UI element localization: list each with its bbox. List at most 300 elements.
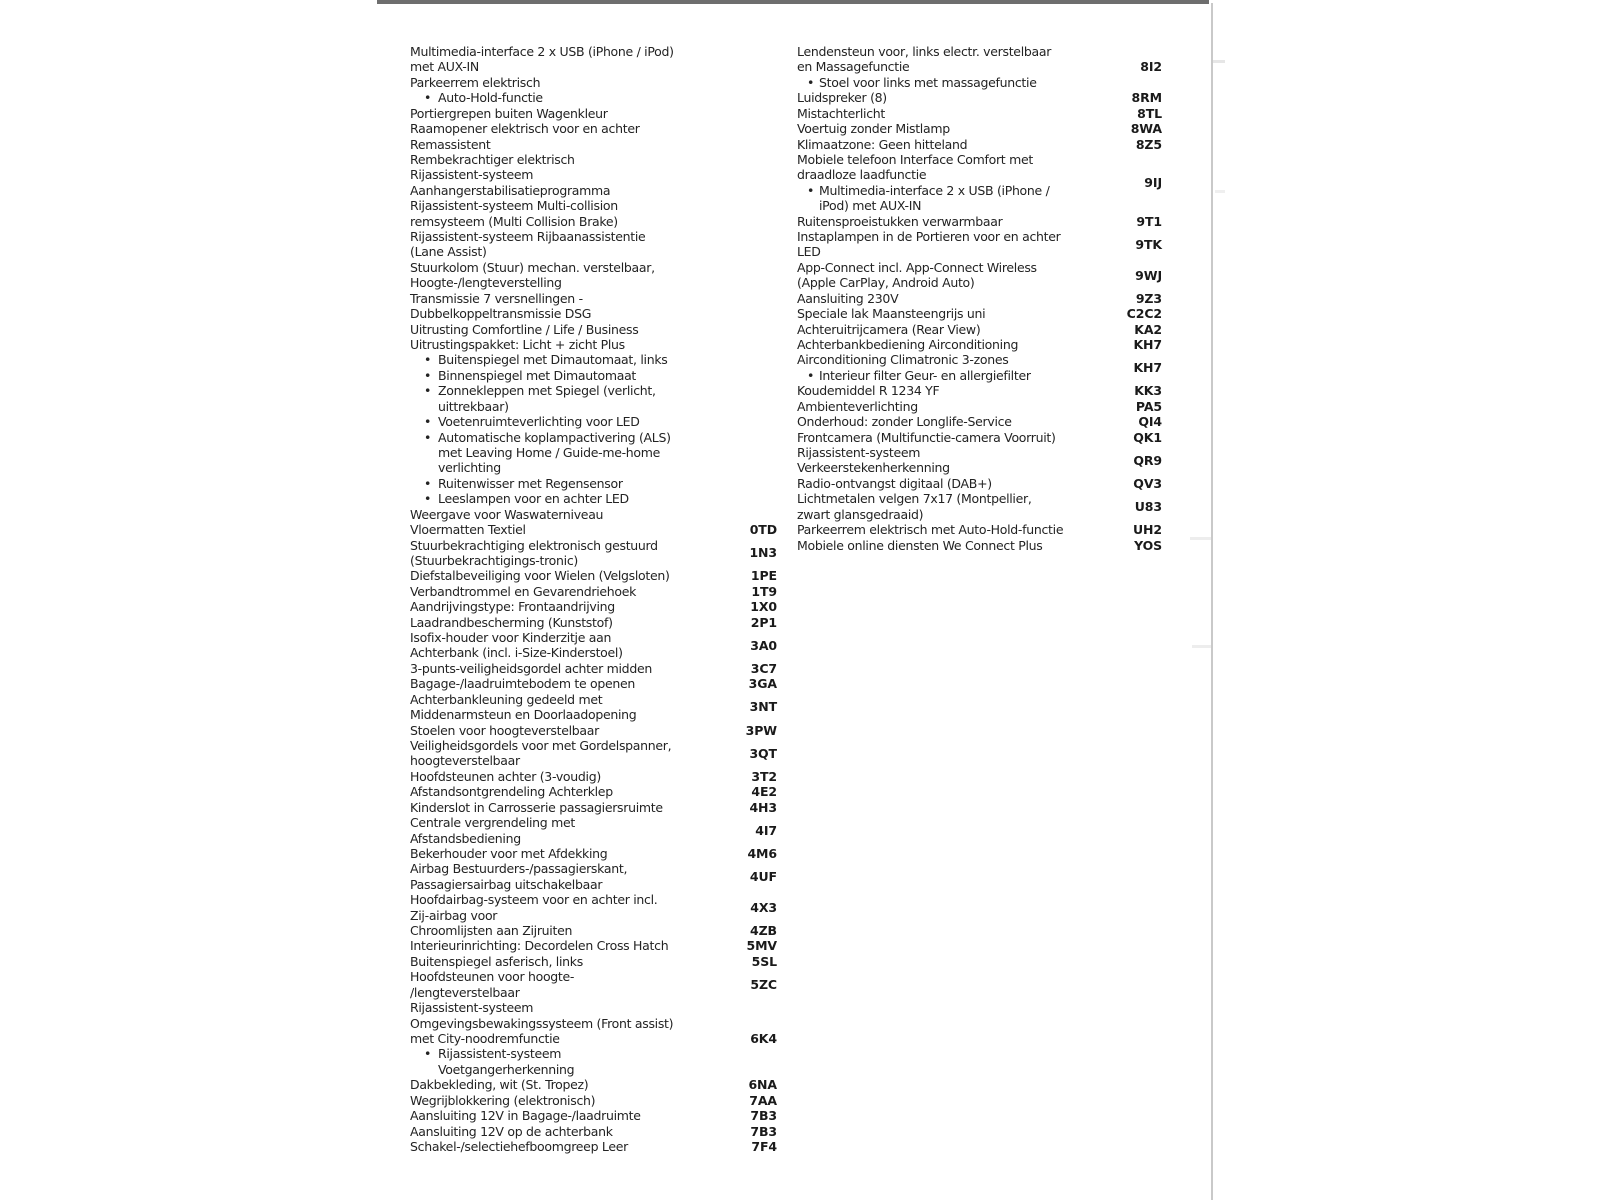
option-text-line bbox=[797, 337, 1067, 352]
option-code: 3A0 bbox=[750, 637, 777, 653]
option-code: 4E2 bbox=[751, 784, 777, 800]
option-code: 9Z3 bbox=[1135, 290, 1162, 306]
option-text-line bbox=[410, 676, 682, 691]
option-line-text: Buitenspiegel met Dimautomaat, links bbox=[438, 352, 668, 368]
option-code: 3NT bbox=[749, 699, 777, 715]
option-description bbox=[410, 892, 682, 923]
option-text-line bbox=[410, 137, 682, 152]
option-text-line bbox=[410, 923, 682, 938]
option-line-text: Diefstalbeveiliging voor Wielen (Velgsloten) bbox=[410, 568, 670, 584]
option-code: 1N3 bbox=[749, 545, 777, 561]
option-line-text: Achteruitrijcamera (Rear View) bbox=[797, 321, 981, 337]
option-bullet-line bbox=[410, 352, 682, 367]
option-text-line bbox=[410, 1031, 682, 1046]
option-code: 7B3 bbox=[750, 1123, 777, 1139]
option-code: 4H3 bbox=[749, 799, 777, 815]
option-text-line bbox=[410, 877, 682, 892]
option-line-text: Veiligheidsgordels voor met Gordelspanner, bbox=[410, 737, 672, 753]
option-text-line bbox=[797, 214, 1067, 229]
option-line-text: Achterbank (incl. i-Size-Kinderstoel) bbox=[410, 645, 623, 661]
option-description bbox=[797, 121, 1067, 136]
option-description bbox=[410, 322, 682, 337]
option-line-text: Rijassistent-systeem Multi-collision bbox=[410, 198, 618, 214]
option-description bbox=[797, 90, 1067, 105]
option-text-line bbox=[410, 44, 682, 59]
option-code: 9TK bbox=[1135, 236, 1162, 252]
option-text-line bbox=[797, 445, 1067, 460]
option-item bbox=[410, 522, 777, 537]
option-code: 2P1 bbox=[750, 614, 777, 630]
option-line-text: Bekerhouder voor met Afdekking bbox=[410, 845, 608, 861]
option-line-text: zwart glansgedraaid) bbox=[797, 506, 924, 522]
option-text-line bbox=[410, 59, 682, 74]
option-text-line bbox=[410, 769, 682, 784]
option-code: 4UF bbox=[749, 869, 777, 885]
option-text-line bbox=[410, 244, 682, 259]
scan-noise-artifact bbox=[1215, 190, 1225, 193]
option-line-text: (Stuurbekrachtigings-tronic) bbox=[410, 552, 578, 568]
option-item bbox=[797, 383, 1162, 398]
option-text-line bbox=[410, 661, 682, 676]
option-item bbox=[410, 784, 777, 799]
option-item bbox=[410, 800, 777, 815]
option-description bbox=[410, 106, 682, 121]
option-text-line bbox=[410, 322, 682, 337]
option-text-line bbox=[410, 1093, 682, 1108]
option-line-text: Frontcamera (Multifunctie-camera Voorruit) bbox=[797, 429, 1056, 445]
bullet-icon: • bbox=[807, 182, 815, 198]
option-item bbox=[410, 337, 777, 507]
option-code: KA2 bbox=[1134, 321, 1162, 337]
option-line-text: Zonnekleppen met Spiegel (verlicht, bbox=[438, 383, 656, 399]
option-line-text: Radio-ontvangst digitaal (DAB+) bbox=[797, 475, 992, 491]
option-text-line bbox=[410, 815, 682, 830]
option-line-text: Rijassistent-systeem bbox=[410, 1000, 534, 1016]
option-code: 6NA bbox=[748, 1077, 777, 1093]
option-line-text: App-Connect incl. App-Connect Wireless bbox=[797, 259, 1037, 275]
option-description bbox=[410, 923, 682, 938]
option-bullet-line bbox=[797, 183, 1067, 198]
scan-top-edge-artifact bbox=[377, 0, 1209, 4]
option-text-line bbox=[797, 260, 1067, 275]
option-line-text: uittrekbaar) bbox=[438, 398, 509, 414]
option-line-text: Instaplampen in de Portieren voor en achter bbox=[797, 229, 1061, 245]
option-item bbox=[410, 291, 777, 322]
option-line-text: Passagiersairbag uitschakelbaar bbox=[410, 876, 603, 892]
option-line-text: Dubbelkoppeltransmissie DSG bbox=[410, 306, 592, 322]
option-item bbox=[410, 167, 777, 198]
option-line-text: Verbandtrommel en Gevarendriehoek bbox=[410, 583, 637, 599]
option-description bbox=[410, 784, 682, 799]
option-text-line bbox=[410, 938, 682, 953]
option-line-text: 3-punts-veiligheidsgordel achter midden bbox=[410, 660, 652, 676]
option-text-line bbox=[410, 214, 682, 229]
option-line-text: Weergave voor Waswaterniveau bbox=[410, 506, 604, 522]
options-column-right bbox=[797, 44, 1162, 553]
option-text-line bbox=[797, 44, 1067, 59]
option-item bbox=[797, 414, 1162, 429]
option-line-text: hoogteverstelbaar bbox=[410, 753, 520, 769]
option-line-text: Interieur filter Geur- en allergiefilter bbox=[819, 367, 1031, 383]
option-line-text: Dakbekleding, wit (St. Tropez) bbox=[410, 1077, 589, 1093]
option-description bbox=[410, 676, 682, 691]
option-line-text: Zij-airbag voor bbox=[410, 907, 498, 923]
option-line-text: /lengteverstelbaar bbox=[410, 984, 520, 1000]
option-text-line bbox=[797, 322, 1067, 337]
options-column-left bbox=[410, 44, 777, 1154]
option-text-line bbox=[410, 599, 682, 614]
option-description bbox=[797, 352, 1067, 383]
option-line-text: Rijassistent-systeem bbox=[410, 167, 534, 183]
option-code: U83 bbox=[1134, 498, 1162, 514]
option-description bbox=[410, 969, 682, 1000]
option-line-text: Uitrusting Comfortline / Life / Business bbox=[410, 321, 639, 337]
option-line-text: remsysteem (Multi Collision Brake) bbox=[410, 213, 618, 229]
option-code: 6K4 bbox=[750, 1031, 777, 1046]
option-item bbox=[410, 846, 777, 861]
option-description bbox=[410, 522, 682, 537]
option-item bbox=[410, 229, 777, 260]
option-item bbox=[410, 1093, 777, 1108]
option-description bbox=[410, 954, 682, 969]
option-line-text: Mobiele online diensten We Connect Plus bbox=[797, 537, 1043, 553]
option-code: 1T9 bbox=[751, 583, 777, 599]
option-text-line bbox=[410, 954, 682, 969]
option-item bbox=[410, 954, 777, 969]
option-description bbox=[410, 584, 682, 599]
option-description bbox=[797, 106, 1067, 121]
option-item bbox=[410, 322, 777, 337]
option-item bbox=[410, 969, 777, 1000]
option-description bbox=[797, 137, 1067, 152]
option-description bbox=[410, 507, 682, 522]
option-item bbox=[410, 106, 777, 121]
option-line-text: Vloermatten Textiel bbox=[410, 522, 526, 538]
option-description bbox=[410, 938, 682, 953]
option-line-text: met AUX-IN bbox=[410, 59, 479, 75]
option-description bbox=[410, 291, 682, 322]
option-item bbox=[410, 769, 777, 784]
option-item bbox=[410, 121, 777, 136]
option-item bbox=[797, 152, 1162, 214]
option-text-line bbox=[410, 75, 682, 90]
option-text-line bbox=[410, 568, 682, 583]
option-text-line bbox=[797, 306, 1067, 321]
option-text-line bbox=[410, 167, 682, 182]
option-text-line bbox=[797, 522, 1067, 537]
option-description bbox=[797, 522, 1067, 537]
option-description bbox=[410, 337, 682, 507]
option-description bbox=[410, 846, 682, 861]
option-description bbox=[410, 260, 682, 291]
option-text-line bbox=[797, 507, 1067, 522]
option-line-text: Aandrijvingstype: Frontaandrijving bbox=[410, 599, 615, 615]
option-description bbox=[797, 383, 1067, 398]
option-text-line bbox=[410, 198, 682, 213]
option-bullet-continuation-line bbox=[410, 460, 682, 475]
option-line-text: Stoel voor links met massagefunctie bbox=[819, 74, 1037, 90]
option-line-text: met City-noodremfunctie bbox=[410, 1031, 560, 1046]
option-code: YOS bbox=[1134, 537, 1162, 553]
option-description bbox=[410, 137, 682, 152]
option-bullet-continuation-line bbox=[797, 198, 1067, 213]
option-text-line bbox=[410, 584, 682, 599]
option-line-text: Schakel-/selectiehefboomgreep Leer bbox=[410, 1138, 628, 1154]
option-text-line bbox=[410, 969, 682, 984]
option-description bbox=[797, 414, 1067, 429]
option-description bbox=[410, 1139, 682, 1154]
option-text-line bbox=[410, 553, 682, 568]
option-item bbox=[797, 491, 1162, 522]
option-description bbox=[410, 1093, 682, 1108]
option-line-text: Buitenspiegel asferisch, links bbox=[410, 953, 583, 969]
option-text-line bbox=[797, 167, 1067, 182]
bullet-icon: • bbox=[424, 491, 432, 507]
option-text-line bbox=[410, 507, 682, 522]
option-code: 4I7 bbox=[755, 822, 777, 838]
option-line-text: Hoofdairbag-systeem voor en achter incl. bbox=[410, 892, 658, 908]
option-item bbox=[797, 214, 1162, 229]
option-description bbox=[797, 322, 1067, 337]
option-code: QR9 bbox=[1133, 452, 1162, 468]
option-line-text: Hoofdsteunen voor hoogte- bbox=[410, 969, 575, 985]
option-description bbox=[797, 306, 1067, 321]
option-item bbox=[410, 1124, 777, 1139]
option-text-line bbox=[410, 615, 682, 630]
option-line-text: Lichtmetalen velgen 7x17 (Montpellier, bbox=[797, 491, 1032, 507]
option-item bbox=[410, 892, 777, 923]
option-bullet-continuation-line bbox=[410, 1062, 682, 1077]
option-item bbox=[410, 723, 777, 738]
option-description bbox=[410, 568, 682, 583]
option-text-line bbox=[797, 106, 1067, 121]
option-code: 1PE bbox=[750, 568, 777, 584]
option-description bbox=[797, 260, 1067, 291]
option-description bbox=[410, 692, 682, 723]
option-code: C2C2 bbox=[1126, 306, 1162, 322]
option-description bbox=[410, 198, 682, 229]
option-description bbox=[410, 1124, 682, 1139]
option-code: 8WA bbox=[1130, 121, 1162, 137]
option-item bbox=[410, 507, 777, 522]
option-description bbox=[797, 337, 1067, 352]
option-line-text: (Apple CarPlay, Android Auto) bbox=[797, 275, 975, 291]
option-item bbox=[410, 260, 777, 291]
option-code: KK3 bbox=[1134, 383, 1162, 399]
option-description bbox=[410, 229, 682, 260]
option-code: 8TL bbox=[1137, 105, 1162, 121]
option-text-line bbox=[410, 892, 682, 907]
option-line-text: Achterbankleuning gedeeld met bbox=[410, 691, 603, 707]
option-bullet-line bbox=[410, 491, 682, 506]
option-code: 3T2 bbox=[751, 768, 777, 784]
option-line-text: Wegrijblokkering (elektronisch) bbox=[410, 1092, 596, 1108]
option-line-text: Aansluiting 12V op de achterbank bbox=[410, 1123, 613, 1139]
option-description bbox=[410, 1108, 682, 1123]
option-description bbox=[410, 1077, 682, 1092]
option-line-text: Interieurinrichting: Decordelen Cross Hatch bbox=[410, 938, 669, 954]
option-description bbox=[410, 738, 682, 769]
bullet-icon: • bbox=[424, 1046, 432, 1062]
option-bullet-line bbox=[410, 476, 682, 491]
option-line-text: verlichting bbox=[438, 460, 501, 476]
option-text-line bbox=[797, 430, 1067, 445]
option-code: 9T1 bbox=[1136, 213, 1162, 229]
option-text-line bbox=[410, 1108, 682, 1123]
option-bullet-line bbox=[410, 368, 682, 383]
option-text-line bbox=[410, 723, 682, 738]
option-code: 8RM bbox=[1131, 90, 1162, 106]
option-item bbox=[797, 229, 1162, 260]
option-line-text: Middenarmsteun en Doorlaadopening bbox=[410, 707, 637, 723]
option-line-text: Kinderslot in Carrosserie passagiersruimte bbox=[410, 799, 663, 815]
option-line-text: Voetgangerherkenning bbox=[438, 1061, 575, 1077]
option-line-text: Hoogte-/lengteverstelling bbox=[410, 275, 562, 291]
option-item bbox=[410, 615, 777, 630]
option-code: KH7 bbox=[1133, 360, 1162, 376]
bullet-icon: • bbox=[807, 367, 815, 383]
option-line-text: Voertuig zonder Mistlamp bbox=[797, 121, 950, 137]
option-text-line bbox=[410, 784, 682, 799]
option-line-text: Automatische koplampactivering (ALS) bbox=[438, 429, 671, 445]
option-text-line bbox=[410, 538, 682, 553]
option-line-text: met Leaving Home / Guide-me-home bbox=[438, 444, 661, 460]
bullet-icon: • bbox=[424, 90, 432, 106]
option-description bbox=[410, 723, 682, 738]
option-code: 4ZB bbox=[750, 923, 777, 939]
option-text-line bbox=[410, 846, 682, 861]
option-line-text: Ruitenwisser met Regensensor bbox=[438, 475, 623, 491]
option-line-text: Remassistent bbox=[410, 136, 491, 152]
option-description bbox=[410, 815, 682, 846]
option-text-line bbox=[797, 137, 1067, 152]
scan-noise-artifact bbox=[1213, 60, 1225, 63]
option-line-text: Mobiele telefoon Interface Comfort met bbox=[797, 151, 1033, 167]
option-text-line bbox=[410, 1000, 682, 1015]
option-item bbox=[797, 445, 1162, 476]
option-text-line bbox=[797, 352, 1067, 367]
option-line-text: Binnenspiegel met Dimautomaat bbox=[438, 367, 637, 383]
option-description bbox=[410, 599, 682, 614]
option-text-line bbox=[410, 121, 682, 136]
option-text-line bbox=[797, 90, 1067, 105]
option-item bbox=[410, 1108, 777, 1123]
option-line-text: Multimedia-interface 2 x USB (iPhone / iPod) bbox=[410, 44, 674, 59]
option-item bbox=[410, 630, 777, 661]
option-description bbox=[797, 399, 1067, 414]
option-bullet-continuation-line bbox=[410, 399, 682, 414]
option-line-text: Stoelen voor hoogteverstelbaar bbox=[410, 722, 599, 738]
option-item bbox=[410, 1139, 777, 1154]
option-text-line bbox=[410, 306, 682, 321]
option-item bbox=[797, 306, 1162, 321]
option-code: 8Z5 bbox=[1135, 136, 1162, 152]
option-line-text: Multimedia-interface 2 x USB (iPhone / bbox=[819, 182, 1050, 198]
option-code: 7AA bbox=[749, 1092, 777, 1108]
option-text-line bbox=[797, 399, 1067, 414]
option-bullet-line bbox=[410, 383, 682, 398]
option-text-line bbox=[410, 106, 682, 121]
option-line-text: Uitrustingspakket: Licht + zicht Plus bbox=[410, 337, 625, 353]
option-description bbox=[797, 229, 1067, 260]
option-item bbox=[797, 337, 1162, 352]
option-text-line bbox=[797, 59, 1067, 74]
option-code: 5ZC bbox=[750, 977, 777, 993]
option-text-line bbox=[410, 291, 682, 306]
option-item bbox=[797, 106, 1162, 121]
option-code: 9WJ bbox=[1135, 267, 1162, 283]
option-line-text: Aanhangerstabilisatieprogramma bbox=[410, 182, 611, 198]
option-item bbox=[410, 538, 777, 569]
option-description bbox=[410, 152, 682, 167]
option-line-text: LED bbox=[797, 244, 821, 260]
option-description bbox=[797, 491, 1067, 522]
bullet-icon: • bbox=[424, 429, 432, 445]
option-item bbox=[410, 137, 777, 152]
option-description bbox=[410, 75, 682, 106]
option-bullet-line bbox=[797, 368, 1067, 383]
scan-noise-artifact bbox=[1192, 645, 1211, 648]
option-line-text: Raamopener elektrisch voor en achter bbox=[410, 121, 640, 137]
option-line-text: Verkeerstekenherkenning bbox=[797, 460, 950, 476]
option-line-text: Lendensteun voor, links electr. verstelbaar bbox=[797, 44, 1052, 59]
option-item bbox=[797, 430, 1162, 445]
option-item bbox=[410, 815, 777, 846]
option-code: 5SL bbox=[751, 953, 777, 969]
option-bullet-continuation-line bbox=[410, 445, 682, 460]
option-line-text: Aansluiting 12V in Bagage-/laadruimte bbox=[410, 1108, 641, 1124]
option-description bbox=[410, 121, 682, 136]
option-text-line bbox=[797, 383, 1067, 398]
option-line-text: Ambienteverlichting bbox=[797, 398, 918, 414]
option-item bbox=[410, 198, 777, 229]
option-code: 7B3 bbox=[750, 1108, 777, 1124]
option-text-line bbox=[797, 275, 1067, 290]
option-line-text: Rijassistent-systeem Rijbaanassistentie bbox=[410, 229, 646, 245]
option-item bbox=[410, 661, 777, 676]
option-text-line bbox=[797, 291, 1067, 306]
option-line-text: Stuurkolom (Stuur) mechan. verstelbaar, bbox=[410, 259, 655, 275]
option-description bbox=[410, 661, 682, 676]
option-item bbox=[410, 152, 777, 167]
bullet-icon: • bbox=[807, 74, 815, 90]
option-item bbox=[797, 476, 1162, 491]
option-item bbox=[797, 90, 1162, 105]
option-line-text: Ruitensproeistukken verwarmbaar bbox=[797, 213, 1003, 229]
option-item bbox=[410, 1000, 777, 1077]
option-item bbox=[410, 676, 777, 691]
option-description bbox=[410, 615, 682, 630]
option-description bbox=[410, 630, 682, 661]
option-line-text: Mistachterlicht bbox=[797, 105, 885, 121]
option-code: 3PW bbox=[745, 722, 777, 738]
option-line-text: (Lane Assist) bbox=[410, 244, 487, 260]
option-line-text: Centrale vergrendeling met bbox=[410, 815, 575, 831]
option-text-line bbox=[410, 1016, 682, 1031]
option-code: 3QT bbox=[749, 745, 777, 761]
option-line-text: Auto-Hold-functie bbox=[438, 90, 543, 106]
option-text-line bbox=[410, 908, 682, 923]
option-item bbox=[797, 538, 1162, 553]
option-item bbox=[410, 938, 777, 953]
option-item bbox=[410, 44, 777, 75]
option-description bbox=[797, 152, 1067, 214]
option-line-text: Isofix-houder voor Kinderzitje aan bbox=[410, 630, 612, 646]
option-line-text: Afstandsontgrendeling Achterklep bbox=[410, 784, 613, 800]
option-item bbox=[797, 291, 1162, 306]
option-item bbox=[797, 322, 1162, 337]
option-item bbox=[410, 861, 777, 892]
